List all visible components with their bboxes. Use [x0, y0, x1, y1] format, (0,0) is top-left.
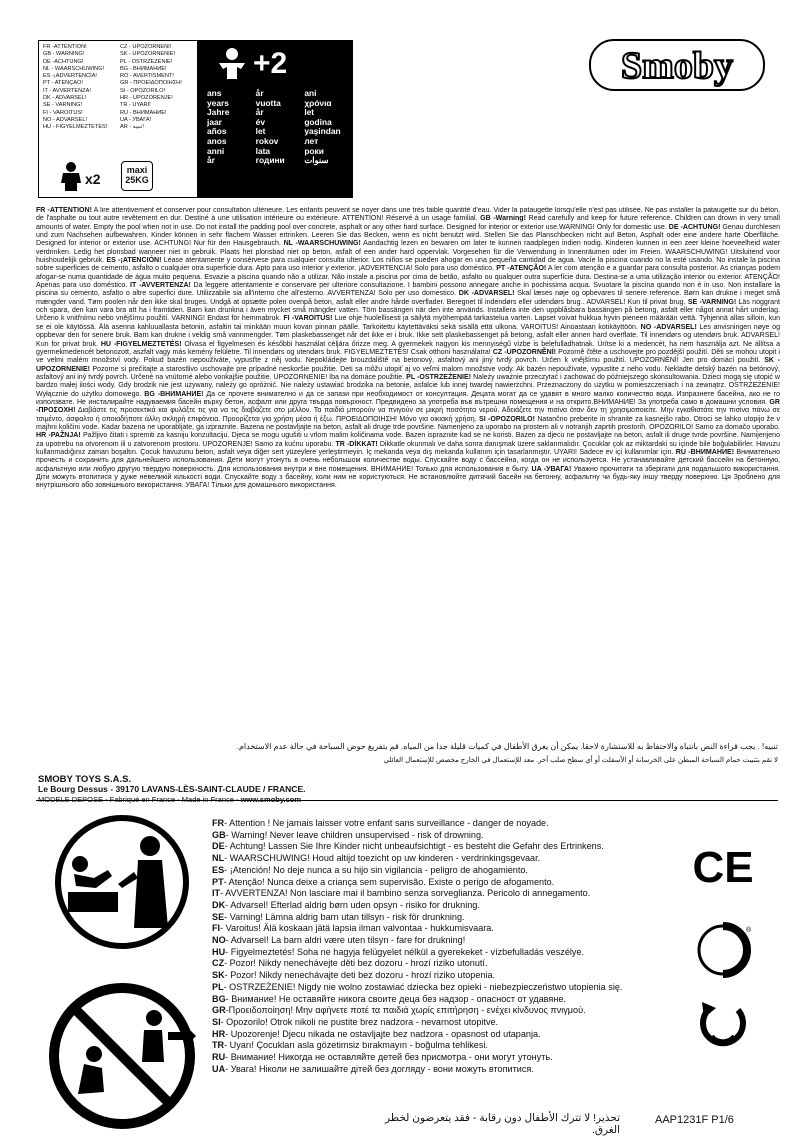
instruction-label: ES -¡ATENCIÓN! [106, 257, 162, 265]
instruction-label: FI -VAROITUS! [283, 315, 333, 323]
warning-line [212, 947, 632, 959]
instruction-text: Pažljivo čitati i spremiti za kasniju konzultaciju. Djeca se mogu ugušiti u vrlom malim količinama vode. Bazen ispraznite kad se ne koristi. Bazen za djecu ne postavljajte na beton, asfalt ili druge tvrde površine. Namijenjeno za upotrebu na otvorenom ili u zatvorenom prostoru. UPOZORENJE! Samo za kućnu uporabu. [36, 432, 780, 448]
age-word: lata [255, 145, 271, 156]
warning-lang: BG [212, 993, 226, 1004]
warning-line [212, 865, 632, 877]
warning-language-item: RU - ВНИМАНИЕ! [120, 109, 167, 116]
warning-text: - OSTRZEŻENIE! Nigdy nie wolno zostawiać dziecka bez opieki - niebezpieczeństwo utopienia się. [223, 981, 623, 992]
warning-line [212, 994, 632, 1006]
warning-text: - Warning! Never leave children unsupervised - risk of drowning. [225, 829, 484, 840]
warning-line [212, 830, 632, 842]
warning-text: - Внимание! Не оставяйте никога своите деца без надзор - опасност от удавяне. [225, 993, 566, 1004]
page-code: AAP1231F P1/6 [655, 1114, 734, 1126]
instruction-text: Διαβάστε τις προσεκτικά και φυλάξτε τις για να τις διαβάζετε στο μέλλον. Τα παιδιά μπορούν να πνιγούν σε μικρή ποσότητα νερού. Αδειάζετε την πισίνα όταν δεν τη χρησιμοποιείτε. Μην εγκαθιστάτε την πισίνα πάνω σε τσιμέντο, άσφαλτο ή οποιαδήποτε άλλη σκληρή επιφάνεια. Προορίζεται για χρήση μέσα ή έξω. ΠΡΟΕΙΔΟΠΟΙΗΣΗ! Μόνο για οικιακή χρήση. [36, 407, 780, 423]
warning-language-item: DK - ADVARSEL! [43, 95, 87, 102]
instruction-label: CZ -UPOZORNĚNÍ! [492, 348, 557, 356]
supervision-pictogram-icon [58, 818, 186, 946]
warning-lang: HR [212, 1028, 226, 1039]
instruction-label: FR -ATTENTION! [36, 207, 92, 214]
age-word: év [255, 116, 265, 127]
warning-lang: HU [212, 946, 226, 957]
warning-language-item: FR -ATTENTION! [43, 44, 87, 50]
warning-line [212, 841, 632, 853]
instruction-label: PL -OSTRZEŻENIE! [406, 373, 472, 381]
instruction-label: IT -AVVERTENZA! [130, 282, 191, 290]
instruction-text: A lire attentivement et conserver pour consultation ultérieure. Les enfants peuvent se noyer dans une très faible quantité d'eau. Vider la pataugette lorsqu'elle n'est pas utilisée. Ne pas installer la pataugette sur du béton, de l'asphalte ou tout autre revêtement en dur. Destiné à une utilisation intérieure ou extérieure. ATTENTION! Réservé à un usage familial. [36, 207, 780, 223]
warning-line [212, 970, 632, 982]
warning-lang: FI [212, 923, 221, 934]
warning-lang: RU [212, 1052, 226, 1063]
instruction-label: TR -DİKKAT! [335, 440, 378, 448]
instruction-text: Da leggere attentamente e conservare per ulteriore consultazione. I bambini possono annegare anche in pochissima acqua. Svuotare la piscina quando non è in uso. Non installare la piscina su cemento, asfalto o altre superfici dure. Utilizzabile sia all'interno che all'esterno. AVVERTENZA! Solo per uso domestico. [36, 282, 780, 298]
warning-text: - Achtung! Lassen Sie Ihre Kinder nicht unbeaufsichtigt - es besteht die Gefahr des Ertrinkens. [224, 841, 604, 852]
warning-line [212, 888, 632, 900]
warning-text: - Advarsel! Efterlad aldrig børn uden opsyn - risiko for drukning. [225, 899, 480, 910]
warning-lang: PL [212, 981, 224, 992]
green-dot-icon [699, 926, 752, 974]
instruction-label: GB -Warning! [480, 215, 526, 223]
instruction-label: UA -УВАГА! [531, 465, 572, 473]
age-word: años [207, 126, 227, 137]
instruction-text: Olvasa el figyelmesen és későbbi használat céljára őrizze meg. A gyermekek nagyon kis mennyiségű vízbe is belefulladhatnak. Ürítse ki a medencét, ha nem használja azt. Ne állítsa a gyermekmedencét betonozott, aszfalt vagy más kemény felületre. Til innendørs og utendørs bruk. FIGYELMEZTETÉS! Csak otthoni használatra! [36, 340, 780, 356]
warning-text: - Upozorenje! Djecu nikada ne ostavljajte bez nadzora - opasnost od utapanja. [225, 1028, 541, 1039]
warning-language-list [43, 44, 193, 156]
warning-text: - Увага! Ніколи не залишайте дітей без догляду - вони можуть втопитися. [225, 1063, 534, 1074]
warning-text: - Varning! Lämna aldrig barn utan tillsyn - risk för drunkning. [224, 911, 465, 922]
age-word: years [207, 97, 229, 108]
warning-language-item: GR - ΠΡΟΕΙΔΟΠΟΙΗΣΗ! [120, 80, 182, 87]
warning-language-item: FI - VAROITUS! [43, 109, 83, 116]
weight-label: 25KG [125, 175, 149, 185]
age-word: vuotta [255, 97, 281, 108]
warning-lang: DE [212, 841, 225, 852]
instruction-text: Skal læses nøje og opbevares til senere reference. Børn kan drukne i meget små mængder vand. Tøm poolen når den ikke skal bruges. Undgå at opsætte polen ovenpå beton, asfalt eller andre hårde overflader. Beregnet til indendørs eller udendørs brug.. ADVARSEL! Kun til privat brug. [36, 290, 780, 306]
warning-language-item: AR - تنبيه! [120, 124, 144, 131]
age-word: سنوات [304, 155, 329, 166]
age-word: let [304, 107, 315, 118]
warning-language-item: DE -ACHTUNG! [43, 58, 84, 65]
warning-line [212, 900, 632, 912]
smoby-logo [588, 38, 766, 92]
warning-language-item: IT - AVVERTENZA! [43, 87, 91, 94]
warning-lang: TR [212, 1040, 225, 1051]
instruction-label: DK -ADVARSEL! [458, 290, 515, 298]
instruction-label: BG -ВНИМАНИЕ! [144, 390, 204, 398]
capacity-figure [43, 157, 193, 195]
warning-lang: DK [212, 899, 226, 910]
warning-text: - Opozorilo! Otrok nikoli ne pustite brez nadzora - nevarnost utopitve. [220, 1016, 499, 1027]
warning-language-item: RO - AVERTISMENT! [120, 73, 174, 80]
child-figure-icon [43, 157, 193, 195]
age-label: +2 [253, 47, 288, 80]
arabic-instructions-2: لا تقم بتثبيت حمام السباحة المبطن على الخرسانة أو الأسفلت أو أي سطح صلب آخر. معد للإستعمال في الخارج مخصص للإستعمال العائلي [383, 757, 778, 764]
instruction-label: GR -ΠΡΟΣΟΧΗ! [36, 398, 780, 415]
warning-text: - AVVERTENZA! Non lasciare mai il bambino senza sorveglianza. Pericolo di annegamento. [220, 888, 591, 899]
instruction-text: Внимательно прочесть и сохранить для дальнейшего использования. Дети могут утонуть в очень небольшом количестве воды. Спускайте воду с бассейна, когда он не используется. Не устанавливайте детский бассейн на бетонную, асфальтную или любую другую твердую поверхность. Для использования внутри и вне помещения. ВНИМАНИЕ! Только для использования в быту. [36, 448, 780, 473]
instruction-text: Да се прочете внимателно и да се запази при необходимост от консултация. Децата могат да се удавят в много малко количество вода. Изпразнете басейна, ако не го използвате. Не инсталирайте надуваемия басейн върху бетон, асфалт или друга твърда повърхност. Предвидено за употреба във вътрешни помещения и на открито.ВНИМАНИЕ! За употреба само в домашни условия. [36, 390, 780, 406]
warning-lang: ES [212, 864, 225, 875]
warning-lang: UA [212, 1063, 226, 1074]
instruction-text: Read carefully and keep for future reference. Children can drown in very small amounts of water. Empty the pool when not in use. Do not install the padding pool over concrete, asphalt or any other hard surface. Designed for interior or exterior use.WARNING! Only for domestic use. [36, 215, 780, 231]
age-word: ans [207, 88, 222, 98]
warning-language-item: NO - ADVARSEL! [43, 116, 88, 123]
warning-text: - Atenção! Nunca deixe a criança sem supervisão. Existe o perigo de afogamento. [223, 876, 555, 887]
max-label: maxi [126, 165, 148, 175]
child-count: x2 [85, 171, 101, 187]
child-icon [217, 47, 247, 79]
warning-lang: SI [212, 1016, 221, 1027]
instruction-text: Natančno preberite in shranite za kasnejšo rabo. Otroci se lahko utopijo že v majhni količini vode. Kadar bazena ne uporabljate, ga izpraznite. Bazena ne postavljajte na beton, asfalt ali druge trde površine. Namenjeno za uporabo na prostem ali v notranjih zaprtih prostorih. OPOZORILO! Samo za domačo uporabo. [36, 415, 780, 431]
ce-mark-icon [692, 843, 753, 892]
warning-lang: PT [212, 876, 224, 887]
warning-line [212, 877, 632, 889]
warning-line [212, 1040, 632, 1052]
warning-language-item: SK - UPOZORNENIE! [120, 51, 176, 58]
warning-text: - Внимание! Никогда не оставляйте детей без присмотра - они могут утонуть. [225, 1052, 553, 1063]
warning-text: - Pozor! Nikdy nenechávejte děti bez dozoru - hrozí riziko utonutí. [224, 958, 488, 969]
no-unsupervised-pictogram-icon [54, 988, 196, 1124]
age-words [207, 89, 347, 166]
warning-language-item: PT - ATENÇÃO! [43, 80, 83, 87]
instruction-text: Les anvisningen nøye og oppbevar den for senere bruk. Barn kan drukne i veldig små vannmengder. Tøm plaskebassenget når det ikke er i bruk. Ikke sett plaskebassenget på betong, asfalt eller annen hard overflate. Til innendørs og utendørs bruk. ADVARSEL! Kun for privat bruk. [36, 323, 780, 348]
svg-text:CE: CE [692, 843, 754, 892]
instruction-label: DE -ACHTUNG! [668, 223, 721, 231]
warning-line [212, 982, 632, 994]
instruction-label: RU -ВНИМАНИЕ! [675, 448, 735, 456]
age-word: godina [304, 116, 332, 127]
warning-line [212, 923, 632, 935]
warning-language-item: NL - WAARSCHUWING! [43, 65, 105, 72]
warning-line [212, 1064, 632, 1076]
warning-lang: GR [212, 1005, 226, 1016]
warning-lang: NL [212, 853, 225, 864]
warning-text: - Advarsel! La barn aldri være uten tilsyn - fare for drukning! [225, 935, 466, 946]
age-word: år [255, 107, 264, 118]
warning-lang: FR [212, 818, 225, 828]
warning-line [212, 935, 632, 947]
instruction-label: NL -WAARSCHUWING! [283, 240, 361, 248]
age-word: år [255, 88, 264, 98]
age-word: let [255, 126, 266, 137]
warning-language-item: SI - OPOZORILO! [120, 87, 166, 94]
age-word: Jahre [207, 107, 230, 118]
age-word: anos [207, 135, 227, 146]
warning-language-item: GB - WARNING! [43, 51, 85, 58]
instruction-label: HR -PAŽNJA! [36, 432, 81, 440]
instruction-label: SI -OPOZORILO! [479, 415, 535, 423]
warning-lang: SE [212, 911, 225, 922]
instruction-text: Dikkatle okunmalı ve daha sonra danışmak üzere saklanmalıdır. Çocuklar çok az miktardaki su içinde bile boğulabilirler. Havuzu kullanmadığınız zaman boşaltın. Çocuk havuzunu beton, asfalt veya diğer sert yüzeylere yerleştirmeyin. İç mekanda veya dış mekanda kullanım için tasarlanmıştır. UYARI! Sadece ev içi kullanımlar için. [36, 440, 780, 456]
age-word: rokov [255, 135, 279, 146]
warning-line [212, 1029, 632, 1041]
age-word: yaşindan [304, 126, 341, 137]
arabic-instructions-1: تنبيه! . يجب قراءة النص بانتباه والاحتفاظ به للاستشارة لاحقا. يمكن أن يغرق الأطفال في كميات قليلة جدا من المياه. قم بتفريغ حوض السباحة في حالة عدم الاستخدام. [236, 742, 778, 751]
age-word: лет [304, 135, 319, 146]
warning-text: - WAARSCHUWING! Houd altijd toezicht op uw kinderen - verdrinkingsgevaar. [224, 853, 541, 864]
svg-text:®: ® [746, 927, 752, 934]
instruction-text: Pozorně čtěte a uschovejte pro pozdější použití. Děti se mohou utopit i ve velmi malém množství vody. Pokud bazén nepoužíváte, vypusťte z něj vodu. Nepokládejte brouzdaliště na betonový, asfaltový ani jiný tvrdý povrch. Určen k vnějšímu použití. UPOZORNĚNÍ! Jen pro domácí použití. [36, 348, 780, 365]
warning-line [212, 853, 632, 865]
supervision-warnings [212, 818, 632, 1075]
warning-line [212, 958, 632, 970]
divider [36, 800, 778, 801]
age-word: jaar [207, 116, 222, 127]
warning-line [212, 1017, 632, 1029]
instruction-text: Уважно прочитати та зберігати для подальшого використання. Діти можуть втопитися у дуже невеликій кількості води. Спускайте воду з басейну, коли ним не користуються. Не встановлюйте дитячий басейн на бетонну, асфальтну чи будь-яку іншу тверду поверхню. Ця Зроблено для внутрішнього або зовнішнього використання. УВАГА! Тільки для домашнього використання. [36, 465, 780, 490]
instruction-text: Läs noggrant och spara, den kan vara bra att ha i framtiden. Barn kan drunkna i även mycket små mängder vatten. Töm bassängen när den inte används. Installera inte den uppblåsbara bassängen på betong, asfalt eller något annat hårt underlag. Určeno k vnitřnímu nebo vnějšímu použití. VARNING! Endast för hemmabruk. [36, 298, 780, 323]
warning-language-item: UA - УВАГА! [120, 116, 152, 123]
warning-text: - Varoitus! Älä koskaan jätä lapsia ilman valvontaa - hukkumisvaara. [220, 923, 494, 934]
age-panel [197, 41, 352, 197]
warning-lang: GB [212, 829, 226, 840]
warning-text: - ¡Atención! No deje nunca a su hijo sin vigilancia - peligro de ahogamiento. [224, 864, 528, 875]
warning-language-item: SE - VARNING! [43, 102, 83, 109]
instruction-text: Lue ohje huolellisesti ja säilytä myöhempää tarkastelua varten. Lapset voivat hukkua hyvin pieneen määrään vettä. Tyhjennä allas silloin, kun se ei ole käytössä. Älä asenna kahluuallasta betonin, asfaltin tai minkään muun kovan pinnan päälle. Tarkoitettu käytettäväksi sekä sisällä että ulkona. VAROITUS! Ainoastaan kotikäyttöön. [36, 315, 780, 331]
warning-language-item: CZ - UPOZORNĚNÍ! [120, 44, 172, 50]
warning-line [212, 912, 632, 924]
age-word: år [207, 155, 215, 166]
age-word: години [255, 155, 285, 166]
instruction-label: NO -ADVARSEL! [640, 323, 697, 331]
warning-language-item: BG - ВНИМАНИЕ! [120, 65, 167, 72]
warning-line [212, 1005, 632, 1017]
warning-language-item: TR - UYARI! [120, 102, 151, 109]
warning-language-item: ES -¡ADVERTENCIA! [43, 73, 97, 80]
instruction-label: PT -ATENÇÃO! [496, 265, 547, 273]
instruction-text: Genau durchlesen und zum Nachsehen aufbewahren. Kinder können in sehr flachem Wasser ertrinken. Leeren Sie das Becken, wenn es nicht benutzt wird. Stellen Sie das Planschbecken nicht auf Beton, Asphalt oder eine andere harte Oberfläche. Designed for interior or exterior use. ACHTUNG! Nur für den Hausgebrauch. [36, 223, 780, 248]
instruction-text: Léase atentamente y consérvese para cualquier consulta ulterior. Los niños se pueden ahogar en una pequeña cantidad de agua. Vacíe la piscina cuando no la esté usando. No instale la piscina sobre superficies de cemento, asfalto o cualquier otra superficie dura. Apto para uso interior y exterior. ¡ADVERTENCIA! Solo para uso doméstico. [36, 257, 780, 273]
warning-lang: IT [212, 888, 221, 899]
max-weight-badge [121, 161, 153, 191]
model-note: MODELE DEPOSE - Fabriqué en France - Made in France - [38, 794, 241, 804]
instruction-label: SE -VARNING! [687, 298, 737, 306]
warning-text: - Pozor! Nikdy nenechávajte deti bez dozoru - hrozí riziko utopenia. [224, 970, 496, 981]
age-word: роки [304, 145, 324, 156]
warning-line [212, 1052, 632, 1064]
instruction-text: A ler com atenção e a guardar para consulta posterior. As crianças podem afogar-se numa quantidade de água muito pequena. Esvazie a piscina quando não a utilizar. Não instale a piscina por cima de betão, asfalto ou qualquer outra superfície dura. Destina-se a uma utilização interior ou exterior. ATENÇÃO! Apenas para uso doméstico. [36, 265, 780, 290]
warning-line [212, 818, 632, 830]
safety-pictograms [38, 812, 216, 1135]
company-name: SMOBY TOYS S.A.S. [38, 774, 132, 785]
warning-lang: NO [212, 935, 226, 946]
age-word: ani [304, 88, 317, 98]
instruction-text: Aandachtig lezen en bewaren om later te kunnen raadplegen indien nodig. Kinderen kunnen in een zeer kleine hoeveelheid water verdrinken. Ledig het plonsbad wanneer niet in gebruik. Plaats het plonsbad niet op beton, asfalt of een ander hard oppervlak. Vorgesehen für die Verwendung in Innenräumen oder im Freien. WAARSCHUWING! Uitsluitend voor huishoudelijk gebruik. [36, 240, 780, 265]
arabic-warning: تحذير! لا تترك الأطفال دون رقابة - فقد يتعرضون لخطر الغرق. [384, 1112, 620, 1136]
instruction-label: SK -UPOZORNENIE! [36, 357, 780, 373]
warning-text: - Attention ! Ne jamais laisser votre enfant sans surveillance - danger de noyade. [224, 818, 549, 828]
warning-language-item: PL - OSTRZEŻENIE! [120, 58, 173, 65]
age-word: anni [207, 145, 225, 156]
warning-text: -Προειδοποίηση! Μην αφήνετε ποτέ τα παιδιά χωρίς επιτήρηση - ενέχει κίνδυνος πνιγμού. [225, 1005, 586, 1016]
warning-text: - Uyarı! Çocukları asla gözetimsiz bırakmayın - boğulma tehlikesi. [224, 1040, 488, 1051]
warning-lang: SK [212, 970, 225, 981]
safety-instructions [36, 207, 780, 729]
instruction-label: HU -FIGYELMEZTETÉS! [100, 340, 182, 348]
company-address: Le Bourg Dessus - 39170 LAVANS-LÈS-SAINT-CLAUDE / FRANCE. [38, 783, 306, 794]
warning-text: - Figyelmeztetés! Soha ne hagyja felügyelet nélkül a gyerekeket - vízbefulladás veszélye. [225, 946, 585, 957]
age-word: χρόνια [304, 97, 332, 108]
website-link[interactable]: www.smoby.com [240, 794, 302, 804]
certification-marks [688, 840, 758, 1060]
warning-language-item: HR - UPOZORENJE! [120, 95, 173, 102]
instruction-text: Należy uważnie przeczytać i zachować do późniejszego skonsultowania. Dzieci mogą się utopić w bardzo małej ilości wody. Gdy brodzik nie jest używany, należy go opróżnić. Nie należy ustawiać brodzika na betonie, asfalcie lub innej twardej nawierzchni. Przeznaczony do użytku w pomieszczeniach i na zewnątrz. OSTRZEŻENIE! Wyłącznie do użytku domowego. [36, 373, 780, 398]
warning-box [38, 40, 353, 198]
brand-name: Smoby [621, 45, 733, 87]
recycle-icon [702, 1002, 743, 1043]
instruction-text: Pozorne si prečítajte a starostlivo uschovajte pre prípadné neskoršie použitie. Deti sa môžu utopiť aj vo veľmi malom množstve vody. Ak bazén nepoužívate, vypustite z neho vodu. Nekladte detský bazén na betónový, asfaltový ani iný tvrdý povrch. Určené na vnútorné alebo vonkajšie použitie. UPOZORNENIE! Iba na domáce použitie. [36, 365, 780, 381]
warning-lang: CZ [212, 958, 225, 969]
warning-language-item: HU - FIGYELMEZTETES! [43, 124, 108, 131]
